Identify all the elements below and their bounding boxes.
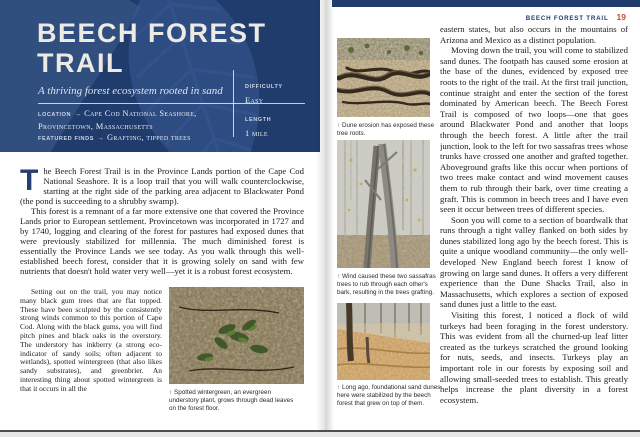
right-body-text <box>440 24 628 426</box>
photo-exposed-tree-roots <box>337 38 430 117</box>
arrow-right-icon: → <box>96 134 104 142</box>
left-body-text-narrow <box>20 288 162 394</box>
paragraph: Setting out on the trail, you may notice many black gum trees that are flat topped. These have been sculpted by the consistently strong winds common to this portion of Cape Cod. Along with the black gums, you will find pitch pines and black oaks in the overstory. The understory has inkberry (a strong eco-indicator of sandy soils; often adjacent to wetlands), spotted wintergreen (that also likes sandy substrates), and greenbrier. An interesting thing about spotted wintergreen is that it occurs in all the <box>20 287 162 393</box>
arrow-right-icon: → <box>74 110 82 118</box>
featured-finds-label: FEATURED FINDS <box>38 136 94 142</box>
location-value: Cape Cod National Seashore, Provincetown, Massachusetts <box>38 108 197 131</box>
photo-stabilized-dunes <box>337 303 430 380</box>
left-page-header <box>0 0 320 152</box>
page-title-line2: TRAIL <box>37 48 124 78</box>
page-title-line1: BEECH FOREST <box>37 18 267 48</box>
location-label: LOCATION <box>38 112 72 118</box>
running-head <box>526 12 626 22</box>
caption-arrow-icon: ↑ <box>337 274 340 280</box>
drop-cap: T <box>20 166 39 197</box>
paragraph: Visiting this forest, I noticed a flock of wild turkeys had been foraging in the forest understory. This was evident from all the churned-up leaf litter created as the turkeys scratched the ground looking for nuts, seeds, and insects. Turkeys play an important role in our forests by exposing soil and allowing small-seeded trees to establish. This greatly helps increase the plant diversity in a forest ecosystem. <box>440 310 628 405</box>
page-number: 19 <box>616 12 626 22</box>
page-gutter <box>316 0 334 431</box>
length-value: 1 mile <box>245 128 268 138</box>
paragraph: Moving down the trail, you will come to stabilized sand dunes. The footpath has caused some erosion at the base of the dunes, evidenced by exposed tree roots to the right of the trail. At the first trail junction, continue straight and enter the section of the forest dominated by American beech. The Beech Forest Trail is composed of two loops—one that goes around Blackwater Pond and another that loops through the beech forest. A little after the trail junction, look to the left for two sassafras trees whose trunks have crossed one another and grafted together. Aboveground grafts like this occur when portions of two trees make contact and wind movement causes them to rub through their bark, over time creating a graft. This is common in beech trees and I have even seen it occur between trees of different species. <box>440 45 628 215</box>
paragraph <box>20 166 304 206</box>
caption-text: Dune erosion has exposed these tree roots. <box>337 122 435 137</box>
difficulty-value: Easy <box>245 95 264 105</box>
difficulty-label: DIFFICULTY <box>245 84 283 90</box>
trail-info-block <box>38 108 226 145</box>
difficulty-block <box>245 75 283 105</box>
right-page-top-bar <box>332 0 640 7</box>
left-body-text <box>20 166 304 287</box>
caption-arrow-icon: ↑ <box>337 385 340 391</box>
caption-text: Spotted wintergreen, an evergreen understory plant, grows through dead leaves on the forest floor. <box>169 389 294 412</box>
caption-arrow-icon: ↑ <box>169 390 172 396</box>
paragraph: eastern states, but also occurs in the mountains of Arizona and Mexico as a distinct population. <box>440 24 628 45</box>
photo-caption <box>337 122 445 138</box>
photo-caption <box>337 273 441 297</box>
featured-finds-value: Grafting, tipped trees <box>106 132 191 142</box>
length-block <box>245 108 271 138</box>
page-title <box>37 18 267 78</box>
photo-caption <box>337 384 441 408</box>
caption-text: Long ago, foundational sand dunes here were stabilized by the beech forest that grew on top of them. <box>337 384 441 407</box>
caption-text: Wind caused these two sassafras trees to rub through each other's bark, resulting in the trees grafting. <box>337 273 436 296</box>
header-divider-vertical <box>233 70 234 137</box>
photo-spotted-wintergreen <box>169 287 304 384</box>
caption-arrow-icon: ↑ <box>337 123 340 129</box>
length-label: LENGTH <box>245 117 272 123</box>
page-subtitle: A thriving forest ecosystem rooted in sand <box>38 85 223 97</box>
paragraph: Soon you will come to a section of boardwalk that runs through a tight valley flanked on both sides by dunes stabilized long ago by the beech forest. This is quite a unique woodland community—the only well-developed New England beech forest I know of growing on large sand dunes. It offers a very different experience than the Dune Shacks Trail, also in Massachusetts, which explores a section of exposed sand dunes just a little to the east. <box>440 214 628 310</box>
photo-grafted-sassafras-trees <box>337 140 430 268</box>
page-bottom-shadow <box>0 432 640 437</box>
running-title: BEECH FOREST TRAIL <box>525 15 609 22</box>
photo-caption <box>169 389 302 413</box>
paragraph: This forest is a remnant of a far more extensive one that covered the Province Lands prior to European settlement. Provincetown was incorporated in 1727 and by 1740, logging and clearing of the forest for pastures had exposed dunes that were previously stabilized for millennia. The much diminished forest is essentially the Province Lands we see today. As you walk through this well-established beech forest, consider that it is growing solely on sand with few nutrients that doesn't hold water very well—yet it is a robust forest ecosystem. <box>20 206 304 276</box>
paragraph-text: he Beech Forest Trail is in the Province Lands portion of the Cape Cod National Seashore. It is a loop trail that you will walk counterclockwise, starting at the right side of the parking area adjacent to Blackwater Pond (the pond is succeeding to a shrubby swamp). <box>20 166 304 206</box>
